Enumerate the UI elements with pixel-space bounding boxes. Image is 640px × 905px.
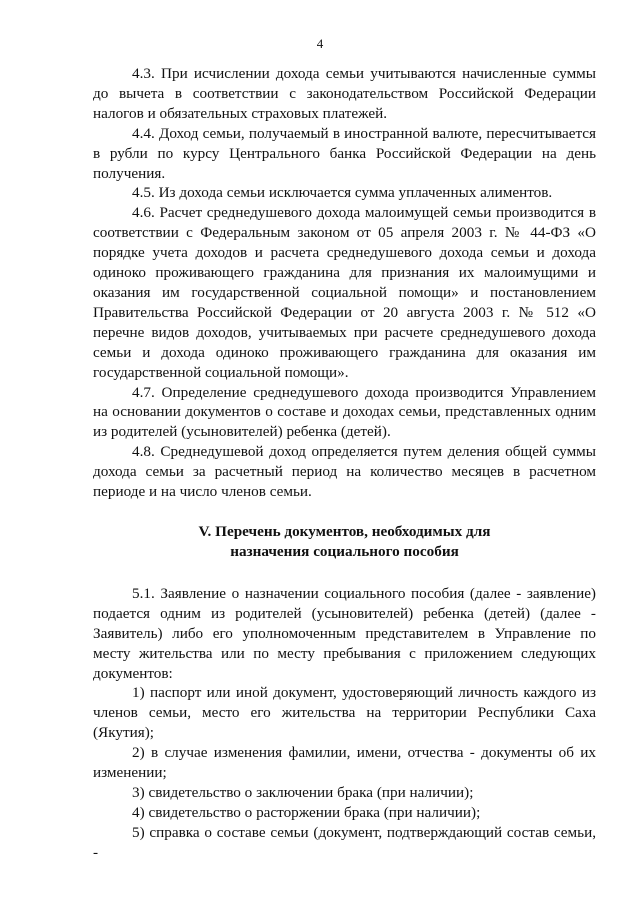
list-item-4: 4) свидетельство о расторжении брака (при наличии); xyxy=(132,803,481,821)
list-item-3: 3) свидетельство о заключении брака (при наличии); xyxy=(132,784,474,801)
paragraph-4-6: 4.6. Расчет среднедушевого дохода малоимущей семьи производится в соответствии с Федеральным законом от 05 апреля 2003 г. № 44-ФЗ «О порядке учета доходов и расчета среднедушевого дохода семьи и дохода одиноко проживающего гражданина для признания их малоимущими и оказания им государственной социальной помощи» и постановлением Правительства Российской Федерации от 20 августа 2003 г. № 512 «О перечне видов доходов, учитываемых при расчете среднедушевого дохода семьи и дохода одиноко проживающего гражданина для оказания им государственной социальной помощи». xyxy=(93,204,596,381)
page-number: 4 xyxy=(316,36,324,51)
section-heading-line-1: V. Перечень документов, необходимых для xyxy=(198,522,491,540)
paragraph-4-5: 4.5. Из дохода семьи исключается сумма уплаченных алиментов. xyxy=(132,184,553,202)
paragraph-4-7: 4.7. Определение среднедушевого дохода производится Управлением на основании документов о составе и доходах семьи, представленных одним из родителей (усыновителей) ребенка (детей). xyxy=(93,383,596,441)
document-body xyxy=(93,64,596,863)
paragraph-5-1: 5.1. Заявление о назначении социального пособия (далее - заявление) подается одним из родителей (усыновителей) ребенка (детей) (далее - Заявитель) либо его уполномоченным представителем в Управление по месту жительства или по месту пребывания с приложением следующих документов: xyxy=(93,584,596,682)
list-item-1: 1) паспорт или иной документ, удостоверяющий личность каждого из членов семьи, место его жительства на территории Республики Саха (Якутия); xyxy=(93,684,596,742)
section-heading xyxy=(93,522,596,562)
paragraph-4-8: 4.8. Среднедушевой доход определяется путем деления общей суммы дохода семьи за расчетный период на количество месяцев в расчетном периоде и на число членов семьи. xyxy=(93,443,596,501)
list-item-5: 5) справка о составе семьи (документ, подтверждающий состав семьи, - xyxy=(93,823,596,861)
paragraph-4-3: 4.3. При исчислении дохода семьи учитываются начисленные суммы до вычета в соответствии с законодательством Российской Федерации налогов и обязательных страховых платежей. xyxy=(93,65,596,122)
paragraph-4-4: 4.4. Доход семьи, получаемый в иностранной валюте, пересчитывается в рубли по курсу Центрального банка Российской Федерации на день получения. xyxy=(93,124,596,182)
section-heading-line-2: назначения социального пособия xyxy=(230,542,459,560)
list-item-2: 2) в случае изменения фамилии, имени, отчества - документы об их изменении; xyxy=(93,744,596,782)
